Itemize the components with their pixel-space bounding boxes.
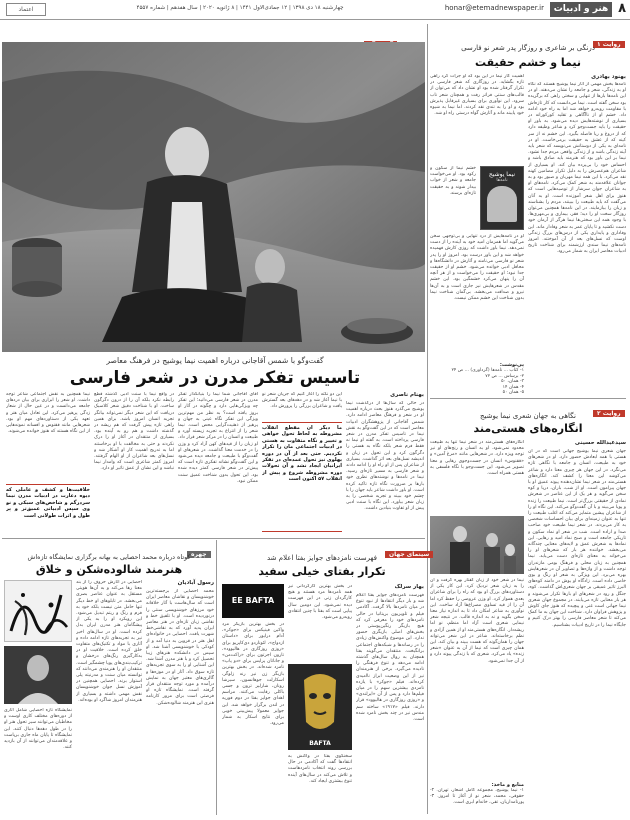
bafta-headline: تکرار بفتای خیلی سفید: [258, 565, 386, 578]
divider-vertical: [427, 24, 428, 814]
divider-horizontal: [2, 538, 425, 539]
feature-col-3: آقای آقاجانی شما نیما را بنیانگذار تفکر مدرن در شعر فارسی می‌دانید؛ این تفکر چه ویژگی‌هایی دارد و چگونه در آثار او بروز یافته است؟ به نظر من مهم‌ترین ویژگی این تفکر نگاه عینی به جهان و پرهیز از ذهنیت‌گرایی محض است. نیما شعر را از انتزاع به تجربه زیسته آورد و طبیعت و انسان را در مرکز شعر قرار داد. او زبان را از قیدهای کهن آزاد کرد و وزن را در خدمت معنا گذاشت. در شعرهای او گفت‌وگو با طبیعت و جامعه دیده می‌شود و این گفت‌وگو نشانه تفکری تازه است که پیش‌تر در شعر فارسی کمتر دیده شده بود. این تحول بدون شناخت عمیق سنت ممکن نبود.: [178, 392, 258, 484]
right-col-1: نامه‌ها بخش مهمی از آثار نیما یوشیج هستند که نگاه او به زندگی، شعر و جامعه را نشان می‌دهند. او در این نامه‌ها بارها از تنهایی و سختی راهی که برگزیده بود سخن گفته است. نیما می‌دانست که کار تازه‌اش با مقاومت روبه‌رو خواهد شد اما به راه خود ادامه داد. خشم او از ناآگاهی و تقلید کورکورانه در بسیاری از نوشته‌هایش دیده می‌شود. به باور او حقیقت را باید جست‌وجو کرد و شاعر وظیفه دارد که از دروغ و ریا فاصله بگیرد. این خشم نه از سر کینه که از عشق به حقیقت برمی‌خاست. او در نامه‌ای به یکی از دوستانش می‌نویسد که شعر باید آینه زندگی باشد و از زندگی واقعی مردم جدا نشود. نیما بر این باور بود که هنرمند باید صادق باشد و احساس خود را بی‌پرده بیان کند. او بسیاری از شاعران هم‌عصرش را به دلیل تکرار مضامین کهنه نقد می‌کرد. با این همه نیما مهربان و صبور بود و به جوانان علاقه‌مند به شعر کمک می‌کرد. نامه‌های او به شاعران جوان سرشار از توصیه‌هایی است که هنوز برای اهل شعر آموزنده است. او به آنان می‌گفت که باید طبیعت را ببینند، مردم را بشناسند و زبان را بیازمایند. در این نامه‌ها همچنین می‌توان روزگار سخت او را دید؛ فقر، بیماری و بی‌مهری‌ها. با وجود همه این سختی‌ها نیما هرگز از آرمان خود دست نکشید و تا پایان عمر به شعر وفادار ماند. این وفاداری و پایداری یکی از درس‌های بزرگ زندگی اوست که نسل‌های بعد از آن آموختند. امروز نامه‌های نیما سندی ارزشمند برای شناخت تاریخ ادبیات معاصر ایران به شمار می‌رود.: [528, 82, 626, 255]
bafta-mask-illustration: [288, 664, 352, 750]
bafta-col-2b: سخنگوی بفتا در واکنش به انتقادها گفت که آکادمی در حال بررسی روند انتخاب نامزدهاست و تلاش می‌کند در سال‌های آینده تنوع بیشتری ایجاد کند.: [288, 754, 352, 784]
ehsaei-byline: رسول آبادیان: [177, 580, 214, 586]
right2-subheadline: نگاهی به جهان شعری نیما یوشیج: [479, 412, 576, 420]
right2-headline: انگاره‌های هستی‌مند: [473, 422, 583, 435]
right-col-2-top: اهمیت کار نیما در این بود که او جرأت کرد راهی تازه بگشاید. در روزگاری که شعر فارسی در تکرار گرفتار شده بود او نشان داد که می‌توان از قالب‌های سنتی فراتر رفت و همچنان شعر ناب سرود. این نوآوری برای بسیاری غیرقابل پذیرش بود و او را به تندی نقد کردند. اما نیما به شیوه خود پایبند ماند و آثارش گواه درستی راه او شد.: [430, 74, 524, 117]
dateline: چهارشنبه ۱۸ دی ۱۳۹۸ | ۱۲ جمادی‌الاول ۱۴۴۱ | ۸ ژانویه ۲۰۲۰ | سال هفدهم | شماره ۴۵۵۷: [136, 5, 344, 11]
ehsaei-col-2: احصایی در آثارش حروف را از بند معنا رها می‌کند و به آن‌ها هویتی مستقل به عنوان عناصر بصری می‌بخشد. در تابلوهای او خط دیگر تنها حامل متن نیست بلکه خود به فرم و رنگ و ریتم تبدیل می‌شود. این رویکرد او را به یکی از پیشگامان هنر مدرن ایران بدل کرده است. او در سال‌های اخیر نیز به تجربه‌های تازه ادامه داده و آثاری با مواد و تکنیک‌های متفاوت خلق کرده است. خلاقیت او در به‌کارگیری رنگ‌های درخشان و ترکیب‌بندی‌های پویا چشمگیر است. منتقدان او را هنرمندی می‌دانند که توانسته میان سنت و مدرنیته پلی استوار بزند. احصایی همچنین در آموزش نسل جوان خوشنویسان نقش مهمی داشته و بسیاری از هنرمندان امروز شاگرد او بوده‌اند.: [76, 580, 142, 703]
footnote-item: ۵- همان ۵۰: [502, 390, 524, 396]
photo-illustration: [2, 42, 425, 352]
right-col-2-bottom: او در نامه‌هایش از درد تنهایی و بی‌توجهی سخن می‌گوید اما همزمان امید خود به آینده را از دست نمی‌دهد. نیما باور داشت که روزی کارش فهمیده خواهد شد و این باور درست بود. امروز او را پدر شعر نو فارسی می‌نامند و آثارش در دانشگاه‌ها و محافل ادبی خوانده می‌شود. خشم او از حقیقت جدا نبود؛ او حقیقت را می‌خواست و از هر آنچه آن را پنهان می‌کرد خشمگین بود. این خشم مقدس در شعرهایش نیز جاری است و به آن‌ها نیرو و صداقت می‌بخشد. بی‌گمان شناخت نیما بدون شناخت این خشم ممکن نیست.: [430, 234, 524, 302]
bafta-logo-image: [222, 584, 284, 618]
bafta-col-3: در بخش بهترین بازیگر مرد واکین فینیکس برای «جوکر»، آدام درایور برای «داستان ازدواج»، لئوناردو دی‌کاپریو برای «روزی روزگاری در هالیوود»، تارون اجرتون برای «راکت‌من» و جاناتان پرایس برای «دو پاپ» نامزد شده‌اند. در بخش بهترین بازیگر زن نیز رنه زلوگر، اسکارلت جوهانسون، سیرشا رونان، شارلیز ترون و جسی باکلی رقابت می‌کنند. مراسم اهدای جوایز بفتا در دوم فوریه در لندن برگزار خواهد شد. این جوایز معمولا پیش‌بینی خوبی برای نتایج اسکار به شمار می‌رود.: [222, 622, 284, 727]
ehsaei-col-1: محمد احصایی از برجسته‌ترین خوشنویسان و نقاشان معاصر ایران است که سال‌هاست با آثار خلاقانه خود مرزهای خوشنویسی سنتی را درنوردیده است. او با تلفیق خط و نقاشی زبان تازه‌ای در هنر معاصر ایران پدید آورد که به نقاشی‌خط شهرت یافت. احصایی در خانواده‌ای اهل هنر در قزوین به دنیا آمد و از کودکی با خوشنویسی آشنا شد. او سپس در دانشکده هنرهای زیبا تحصیل کرد و با هنر مدرن آشنا شد. این آشنایی او را به سوی تجربه‌های تازه سوق داد. آثار او در موزه‌ها و گالری‌های معتبر جهان به نمایش درآمده و مورد توجه منتقدان قرار گرفته است. نمایشگاه تازه او فرصتی است برای مرور کارنامه هنری این هنرمند شالوده‌شکن.: [146, 589, 214, 706]
pull-quote-2: خلاقیت‌ها و کشف و عاملی که دیوه دعارت در ادبیات مدرن نیما سردرگم و شاخص‌های سبکی و نو وی سپس ادبیاتی عمیق‌تر و پر طول و اثرات طولانی است: [6, 484, 90, 534]
right2-col-1: جهان شعری نیما یوشیج جهانی است که در آن هستی با همه ابعادش حضور دارد. او در شعرهای خود به طبیعت، انسان و جامعه با نگاهی تازه می‌نگرد. در این جهان هر چیزی معنا دارد و شاعر می‌کوشد این معنا را کشف کند. انگاره‌های هستی‌مند در شعر نیما نشان‌دهنده پیوند عمیق او با جهان پیرامون است. او از شب، باران، دریا و کوه سخن می‌گوید و هر یک از این عناصر در شعرش نمادی از حقیقتی بزرگ‌تر است. نیما طبیعت را زنده و پویا می‌بیند و با آن گفت‌وگو می‌کند. این نگاه او را از شاعران پیشین متمایز می‌کند که اغلب طبیعت را تنها به عنوان زمینه‌ای برای بیان احساسات شخصی به کار می‌بردند. در شعر نیما طبیعت خود صاحب صدا و اراده است. شب در شعر او نماد سکون و تاریکی جامعه است و صبح نماد امید و رهایی. این نمادها به شعرش عمق و لایه‌های معنایی چندگانه می‌بخشد. خواننده هر بار که شعرهای او را می‌خواند به معنای تازه‌ای دست می‌یابد. نیما همچنین به زبان محلی و فرهنگ بومی مازندران توجه داشت و از واژه‌ها و تصاویر آن در شعرهایش بهره می‌برد. این ویژگی به شعر او رنگ و بوی خاصی داده است. زادگاه او یوش در دامنه کوه‌های البرز تاثیر عمیقی بر جهان شعری‌اش گذاشت. کوه، جنگل و رود در شعرهای او بارها تکرار می‌شوند و هر بار معنایی تازه می‌یابند. در مجموع جهان شعری نیما جهانی است غنی و پیچیده که هنوز جای کاوش و پژوهش فراوان دارد. شناخت این جهان به ما کمک می‌کند تا شعر معاصر فارسی را بهتر درک کنیم و جایگاه نیما را در تاریخ ادبیات بشناسیم.: [528, 449, 626, 628]
feature-col-5: نیما همچنین به نقش اجتماعی شاعر توجه داشت. او شعر را ابزاری برای بیان دردهای جامعه می‌دانست و در عین حال از شعار زدگی پرهیز می‌کرد. این تعادل میان هنر و تعهد یکی از دستاوردهای مهم او بود. شعرهایی مانند ققنوس و افسانه نمونه‌هایی از این نگاه هستند که هنوز خوانده می‌شوند.: [6, 392, 90, 435]
feature-byline: بهنام ناصری: [390, 392, 424, 398]
sources-list: ۱- نیما یوشیج، مجموعه کامل اشعار، تهران. ۲- حقوقی، محمد، شعر نو از آغاز تا امروز. ۳- پورنامداریان، تقی، خانه‌ام ابری است.: [430, 788, 524, 806]
ehsaei-col-3: نمایشگاه تازه احصایی شامل آثاری از دوره‌های مختلف کاری اوست و مخاطبان می‌توانند سیر تحول هنر او را در طول دهه‌ها دنبال کنند. این نمایشگاه تا پایان ماه جاری برپاست و علاقه‌مندان می‌توانند از آن بازدید کنند.: [4, 708, 72, 751]
right-col-2-mid: خشم نیما از سکون و رکود بود. او می‌خواست جامعه و شعر از خواب بیدار شوند و به حقیقت تازه‌ای برسند.: [430, 166, 476, 196]
footnote-item: ۴- همان ۱۴: [502, 384, 524, 390]
right-byline: بهنود بهادری: [591, 74, 626, 80]
feature-col-1: در حالی که سال‌ها از درگذشت نیما یوشیج می‌گذرد هنوز بحث درباره اهمیت او در شعر و فرهنگ معاصر ادامه دارد. شمس آقاجانی از پژوهشگران ادبیات معاصر است که در این گفت‌وگو به نقش نیما در تاسیس تفکر مدرن در شعر فارسی پرداخته است. به گفته او نیما نه فقط فرم شعر بلکه نگاه به هستی را دگرگون کرد و این تحول در زبان و اندیشه نسل‌های بعد اثر گذاشت. بسیاری از شاعران پس از او راه او را ادامه دادند و شعر فارسی به مسیر تازه‌ای رسید. نیما در نامه‌ها و نوشته‌های نظری خود بارها بر ضرورت نگاه تازه تاکید کرده است. او باور داشت شاعر باید جهان را با چشم خود ببیند و تجربه شخصی را به زبان شعر بیاورد. این نگاه با سنت ادبی پیش از او تفاوت بنیادین داشت.: [346, 401, 424, 512]
bafta-mask-image: [288, 664, 352, 750]
right2-col-3: نیما در شعر خود از زبان گفتار بهره گرفت و آن را به زبان شعر نزدیک کرد. این کار یکی از دستاوردهای بزرگ او بود که راه را برای شاعران بعدی هموار کرد. او وزن عروضی را حفظ کرد اما آن را از قید تساوی مصراع‌ها آزاد ساخت. این نوآوری به شاعر امکان داد تا به اندازه نیاز معنا سخن بگوید و نه به اندازه قالب. در نتیجه شعر نیمایی شعری است آزاد اما منظم، نو اما ریشه‌دار. انگاره‌های هستی‌مند او از همین آزادی و نظم برخاسته‌اند. شاعر در این شعر می‌تواند جهان را همان‌گونه که هست ببیند و بیان کند. این همان چیزی است که نیما از آن به عنوان «شعر زنده» یاد می‌کرد. شعری که با زندگی پیوند دارد و از آن جدا نمی‌شود.: [430, 578, 524, 664]
ehsaei-subheadline: کوتاه درباره محمد احصایی به بهانه برگزاری نمایشگاه تازه‌اش: [27, 553, 191, 561]
page-number: ۸: [618, 1, 626, 16]
ehsaei-artwork: [4, 580, 72, 642]
divider-horizontal-right: [430, 398, 626, 399]
section-email[interactable]: honar@etemadnewspaper.ir: [444, 4, 544, 12]
footnote-item: ۱- کتاب ... نامه‌ها (گرداوری) ... ص ۲۴: [451, 368, 524, 373]
right-subheadline: درنگی بر شاعری و روزگار پدر شعر نو فارسی: [461, 44, 595, 52]
bafta-award-label: BAFTA: [309, 740, 331, 747]
ehsaei-headline: هنرمند شالوده‌شکن و خلاق: [35, 563, 183, 576]
footnotes: [430, 362, 524, 396]
right2-kicker: روایت ۲: [593, 410, 625, 417]
feature-headline: تاسیس تفکر مدرن در شعر فارسی: [69, 368, 361, 388]
book-portrait: [487, 186, 517, 222]
right-headline: نیما و خشم حقیقت: [474, 56, 582, 69]
right2-sources: [430, 782, 524, 814]
right2-col-2: انگاره‌های هستی‌مند در شعر نیما تنها به طبیعت محدود نمی‌شود. او به انسان و رنج‌های او نیز توجه ویژه دارد. در شعرهایی مانند «مرغ آمین» و «ققنوس» انسان در جست‌وجوی رهایی و معنا تصویر می‌شود. این جست‌وجو با نگاه فلسفی به هستی همراه است.: [430, 440, 524, 477]
right2-photo: [430, 516, 524, 574]
pull-quote: ما دیگر آن مقطع انقلاب مشروطه به لحاظ تحول خواهی و تغییر و نگاه متفاوت به هستی در ادبیات اجتماعی مان را تکرار نکردیم. حتی بعد از آن در دوره پهلوی نیز تحول عمده‌ای در تفکر ایرانیان ایجاد نشد و آن تحولات دوره مشروطه شروع و پیش از انقلاب ۵۷ اکنون است: [262, 425, 342, 483]
footnotes-title: پی‌نوشت:: [499, 362, 524, 368]
pull-quote-box: [262, 422, 342, 532]
sources-title: منابع و ماخذ:: [491, 782, 524, 788]
calligraphy-artwork-illustration: [5, 581, 72, 642]
feature-subheadline: گفت‌وگو با شمس آقاجانی درباره اهمیت نیما یوشیج در فرهنگ معاصر: [106, 356, 324, 365]
right-kicker: روایت ۱: [593, 41, 625, 48]
footnote-item: ۳- همان، ۵۰: [501, 379, 524, 385]
ehsaei-portrait: [4, 646, 72, 704]
bafta-col-1: فهرست نامزدهای جوایز بفتا اعلام شد و بار دیگر انتقادها از نبود تنوع در میان نامزدها بالا گرفت. آکادمی فیلم و تلویزیون بریتانیا در حالی نامزدهای خود را معرفی کرد که هیچ بازیگر رنگین‌پوستی در بخش‌های اصلی بازیگری حضور ندارد. این موضوع واکنش‌های زیادی را در رسانه‌ها و شبکه‌های اجتماعی برانگیخت. منتقدان می‌گویند بفتا همچنان به روال سال‌های گذشته ادامه می‌دهد و تنوع فرهنگی را نادیده می‌گیرد. برخی از هنرمندان نیز از این وضعیت ابراز ناامیدی کرده‌اند. فیلم «جوکر» با یازده نامزدی بیشترین سهم را در میان فیلم‌ها دارد و پس از آن «ایرلندی» و «روزی روزگاری در هالیوود» قرار دارند. فیلم «۱۹۱۷» ساخته سم مندس نیز در چند بخش نامزد شده است.: [356, 593, 424, 723]
bafta-kicker: سینمای جهان: [385, 551, 433, 558]
newspaper-logo: اعتماد: [6, 3, 46, 16]
bafta-subheadline: فهرست نامزدهای جوایز بفتا اعلام شد: [266, 554, 378, 562]
family-photo-illustration: [430, 516, 524, 574]
footnote-item: ۲- برساس ... ص ۷۲: [485, 373, 524, 379]
masthead: [0, 0, 630, 20]
divider-vertical-bottom: [216, 540, 217, 815]
right2-byline: سیدعبدالله حسینی: [574, 440, 626, 446]
book-cover: [480, 166, 524, 230]
bafta-col-2: در بخش بهترین کارگردانی نیز همه نامزدها مرد هستند و هیچ کارگردان زنی در این فهرست دیده نمی‌شود. این دومین سال پیاپی است که بفتا با چنین انتقادی روبه‌رو می‌شود.: [288, 584, 352, 621]
ehsaei-kicker: چهره: [187, 551, 211, 558]
book-title: نیما یوشیج: [488, 171, 516, 178]
section-title: هنر و ادبیات: [550, 2, 612, 17]
portrait-illustration: [4, 646, 72, 704]
feature-photo: [2, 42, 425, 352]
bafta-byline: بهار سرلک: [394, 584, 424, 590]
feature-col-4: در واقع نیما با سنت ادبی گذشته قطع رابطه نکرد بلکه آن را از درون دگرگون ساخت. او با شناخت دقیق شعر کلاسیک دریافت که این شعر دیگر نمی‌تواند بیانگر تجربه انسان امروز باشد. برای همین راهی تازه پیش گرفت که هم ریشه در گذشته داشت و هم رو به آینده بود. بسیاری از منتقدان در آغاز او را درک نکردند و حتی به مخالفت با او برخاستند اما به تدریج اهمیت کار او آشکار شد و نسل‌های بعد شاعران از او الهام گرفتند. امروز کمتر شاعری است که وامدار نیما نباشد و این نشان از عمق تاثیر او دارد.: [94, 392, 174, 472]
feature-col-2: این دو نکته را آغاز کنیم که جریان شعر نو با نیما آغاز شد و در دهه‌های بعد گسترش یافت و شاعران بزرگی را پرورش داد.: [262, 392, 342, 410]
book-subtitle: نامه‌ها: [496, 178, 508, 183]
bafta-logo-text: EE BAFTA: [231, 596, 275, 605]
